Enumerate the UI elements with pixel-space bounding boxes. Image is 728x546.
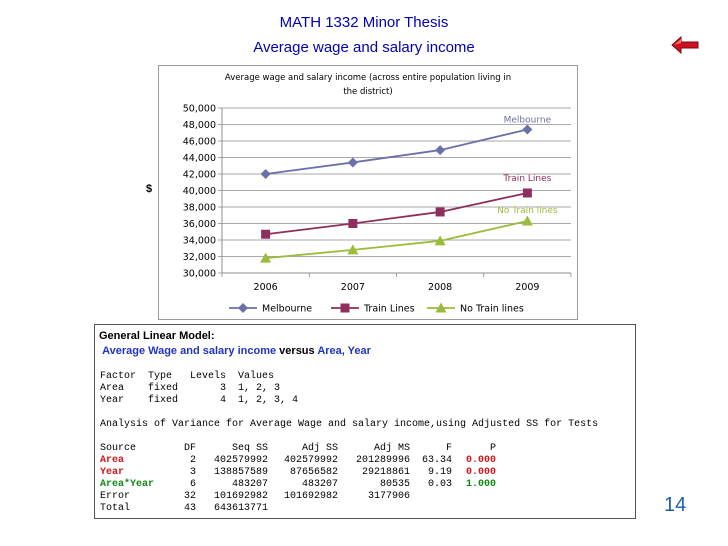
anova-row xyxy=(100,467,496,479)
wage-line-chart xyxy=(158,65,578,320)
y-tick-label: 46,000 xyxy=(182,136,216,148)
data-point xyxy=(435,145,445,155)
glm-heading: General Linear Model: xyxy=(99,330,215,342)
slide-title-line2: Average wage and salary income xyxy=(253,39,475,56)
anova-cell: 87656582 xyxy=(289,467,338,478)
anova-cell: Seq SS xyxy=(231,443,268,454)
anova-cell: 29218861 xyxy=(361,467,410,478)
anova-cell: 101692982 xyxy=(213,491,268,502)
anova-row xyxy=(100,479,496,491)
anova-cell: 3 xyxy=(189,467,196,478)
data-point xyxy=(348,157,358,167)
data-point xyxy=(522,216,533,226)
anova-cell: 63.34 xyxy=(421,455,452,466)
anova-cell: 3177906 xyxy=(367,491,410,502)
anova-cell: 1.000 xyxy=(465,479,496,490)
y-tick-label: 36,000 xyxy=(182,219,216,230)
factor-table-header: Factor Type Levels Values xyxy=(100,371,275,382)
series-end-label: No Train lines xyxy=(497,206,558,217)
legend-marker xyxy=(238,303,248,313)
anova-cell: 0.03 xyxy=(427,479,452,490)
anova-row xyxy=(100,491,496,503)
anova-cell: 9.19 xyxy=(427,467,452,478)
anova-cell: 402579992 xyxy=(283,455,338,466)
factor-row: Year fixed 4 1, 2, 3, 4 xyxy=(100,395,299,406)
anova-header-row xyxy=(100,443,496,455)
anova-cell: 201289996 xyxy=(355,455,410,466)
y-tick-label: 38,000 xyxy=(182,202,216,214)
legend-label: Train Lines xyxy=(364,303,415,315)
glm-factors: Area, Year xyxy=(317,345,371,357)
chart-canvas xyxy=(159,66,577,319)
anova-cell: 483207 xyxy=(301,479,338,490)
anova-cell: Adj SS xyxy=(301,443,338,454)
data-point xyxy=(261,230,270,239)
glm-versus: versus xyxy=(279,345,315,357)
factor-row: Area fixed 3 1, 2, 3 xyxy=(100,383,281,394)
series-line-no-train-lines xyxy=(266,221,528,258)
back-arrow-icon xyxy=(671,36,699,54)
y-tick-label: 48,000 xyxy=(182,120,216,131)
data-point xyxy=(436,207,445,216)
y-tick-label: 30,000 xyxy=(182,268,216,280)
anova-row xyxy=(100,503,496,515)
anova-cell: F xyxy=(445,443,452,454)
anova-cell: 43 xyxy=(183,503,196,514)
y-tick-label: 40,000 xyxy=(182,186,216,197)
chart-title-line1: Average wage and salary income (across entire population living in xyxy=(224,73,512,83)
page-number: 14 xyxy=(664,494,687,516)
x-tick-label: 2006 xyxy=(253,282,278,293)
anova-cell: 80535 xyxy=(379,479,410,490)
legend-label: No Train lines xyxy=(460,303,524,315)
anova-cell: Area xyxy=(100,455,125,466)
glm-output-panel xyxy=(94,324,636,519)
series-end-label: Train Lines xyxy=(503,173,552,184)
anova-cell: 138857589 xyxy=(213,467,268,478)
y-tick-label: 32,000 xyxy=(182,252,216,263)
anova-cell: 0.000 xyxy=(465,455,496,466)
glm-heading-block xyxy=(99,329,371,359)
anova-row xyxy=(100,455,496,467)
anova-cell: 6 xyxy=(189,479,196,490)
y-tick-label: 34,000 xyxy=(182,235,216,247)
anova-cell: 643613771 xyxy=(213,503,268,514)
anova-cell: 402579992 xyxy=(213,455,268,466)
y-tick-label: 50,000 xyxy=(182,103,216,115)
anova-cell: Area*Year xyxy=(100,479,155,490)
anova-cell: 2 xyxy=(189,455,196,466)
anova-cell: P xyxy=(489,443,496,454)
back-arrow-button[interactable] xyxy=(671,36,699,54)
slide-title-line1: MATH 1332 Minor Thesis xyxy=(279,14,449,31)
glm-model-line xyxy=(99,344,371,359)
y-tick-label: 44,000 xyxy=(182,153,216,164)
y-axis-unit-label: $ xyxy=(146,183,153,195)
anova-cell: Error xyxy=(100,491,131,502)
chart-title-line2: the district) xyxy=(343,87,393,97)
anova-cell: Adj MS xyxy=(373,443,410,454)
anova-cell: Source xyxy=(100,443,137,454)
data-point xyxy=(522,124,532,134)
y-tick-label: 42,000 xyxy=(182,169,216,181)
anova-cell: DF xyxy=(183,443,196,454)
series-end-label: Melbourne xyxy=(503,115,552,126)
legend-marker xyxy=(341,304,350,313)
anova-cell: Year xyxy=(100,467,125,478)
data-point xyxy=(261,169,271,179)
glm-response: Average Wage and salary income xyxy=(102,345,277,357)
anova-cell: 32 xyxy=(183,491,196,502)
anova-cell: 101692982 xyxy=(283,491,338,502)
data-point xyxy=(348,219,357,228)
data-point xyxy=(523,188,532,197)
anova-cell: 0.000 xyxy=(465,467,496,478)
legend-label: Melbourne xyxy=(262,303,313,315)
series-line-melbourne xyxy=(266,129,528,174)
x-tick-label: 2008 xyxy=(428,282,453,293)
x-tick-label: 2009 xyxy=(515,282,540,293)
anova-cell: 483207 xyxy=(231,479,268,490)
anova-title: Analysis of Variance for Average Wage and salary income,using Adjusted SS for Tests xyxy=(100,419,599,430)
x-tick-label: 2007 xyxy=(340,282,365,293)
anova-cell: Total xyxy=(100,503,131,514)
series-line-train-lines xyxy=(266,193,528,234)
